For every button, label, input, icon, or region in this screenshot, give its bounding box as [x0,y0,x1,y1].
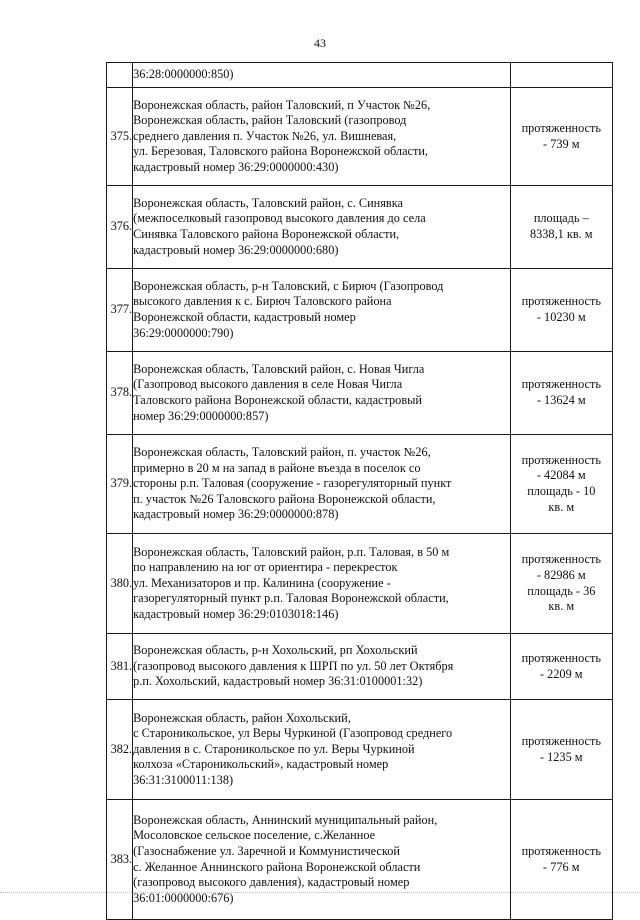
row-size-cell [510,186,612,269]
row-number-cell: 381. [107,634,133,700]
registry-table [106,62,613,920]
table-row [107,352,613,435]
description-line: стороны р.п. Таловая (сооружение - газорегуляторный пункт [133,476,452,491]
description-line: Синявка Таловского района Воронежской области, [133,227,400,241]
row-number-cell: 376. [107,186,133,269]
description-line: Воронежская область, р-н Таловский, с Бирюч (Газопровод [133,278,444,293]
row-size-cell [510,269,612,352]
description-line: колхоза «Староникольский», кадастровый номер [133,757,389,772]
size-line: кв. м [548,599,575,614]
description-line: номер 36:29:0000000:857) [133,408,269,423]
description-line: ул. Березовая, Таловского района Воронежской области, [133,144,429,159]
table-row-continuation [107,63,613,88]
row-size-cell [510,534,612,634]
description-line: среднего давления п. Участок №26, ул. Вишневая, [133,128,397,143]
description-line: Воронежская область, Таловский район, р.п. Таловая, в 50 м [133,544,450,559]
size-line: протяженность [521,377,601,392]
description-line: Воронежская область, Таловский район, п. участок №26, [133,445,431,460]
description-line: (Газоснабжение ул. Заречной и Коммунистической [133,843,400,858]
size-line: площадь - 36 [527,583,596,598]
size-line: площадь - 10 [527,484,596,498]
row-number-cell: 378. [107,352,133,435]
row-description-cell [133,352,510,435]
size-line: протяженность [521,294,601,309]
description-line: кадастровый номер 36:29:0000000:430) [133,159,339,174]
description-line: (Газопровод высокого давления в селе Новая Чигла [133,377,403,392]
page-number: 43 [314,36,326,50]
size-line: - 2209 м [539,666,583,681]
description-line: Воронежской области, кадастровый номер [133,310,356,324]
description-line: Воронежская область, район Хохольский, [133,710,351,725]
description-line: 36:31:3100011:138) [133,772,234,787]
description-line: Мосоловское сельское поселение, с.Желанное [133,828,376,843]
row-size-cell [510,352,612,435]
size-line: - 10230 м [536,310,586,324]
row-description-cell [133,435,510,534]
description-line: давления в с. Староникольское по ул. Веры Чуркиной [133,741,415,756]
size-line: 8338,1 кв. м [529,227,593,241]
description-line: Воронежская область, район Таловский (газопровод [133,113,407,128]
row-number-cell: 382. [107,700,133,800]
row-number-cell: 375. [107,88,133,186]
row-number-cell: 383. [107,800,133,920]
size-line: протяженность [521,120,601,135]
size-line: протяженность [521,843,601,858]
row-description-cell [133,634,510,700]
size-line: - 82986 м [536,567,586,582]
row-size-cell [510,435,612,534]
description-line: Воронежская область, Аннинский муниципальный район, [133,812,438,827]
table-row [107,534,613,634]
row-description-cell [133,186,510,269]
size-line: протяженность [521,452,601,467]
bottom-scan-line [0,892,640,893]
description-line: высокого давления к с. Бирюч Таловского района [133,294,392,309]
row-size-cell [510,63,612,88]
description-line: 36:29:0000000:790) [133,325,234,340]
registry-table-body [107,63,613,920]
description-line: с. Желанное Аннинского района Воронежской области [133,859,421,874]
table-row [107,186,613,269]
row-size-cell [510,700,612,800]
row-description-cell [133,534,510,634]
description-line: кадастровый номер 36:29:0103018:146) [133,606,339,621]
table-row [107,269,613,352]
description-line: (газопровод высокого давления к ШРП по ул. 50 лет Октября [133,658,454,673]
table-row [107,700,613,800]
description-line: 36:01:0000000:676) [133,890,234,905]
description-line: ул. Механизаторов и пр. Калинина (сооружение - [133,575,391,590]
description-line: (газопровод высокого давления), кадастровый номер [133,875,410,890]
size-line: протяженность [521,552,601,567]
size-line: - 13624 м [536,393,586,407]
description-line: Воронежская область, Таловский район, с. Синявка [133,195,403,210]
row-description-cell [133,700,510,800]
description-line: кадастровый номер 36:29:0000000:878) [133,507,339,522]
description-line: кадастровый номер 36:29:0000000:680) [133,242,339,257]
description-line: по направлению на юг от ориентира - перекресток [133,560,398,575]
size-line: - 739 м [543,136,580,151]
description-line: Воронежская область, Таловский район, с. Новая Чигла [133,361,425,376]
description-line: с Староникольское, ул Веры Чуркиной (Газопровод среднего [133,726,453,741]
description-line: Воронежская область, р-н Хохольский, рп Хохольский [133,643,418,658]
row-description-cell [133,88,510,186]
size-line: протяженность [521,650,601,665]
row-size-cell [510,88,612,186]
row-number-cell: 379. [107,435,133,534]
size-line: площадь – [533,211,589,226]
description-line: Воронежская область, район Таловский, п Участок №26, [133,97,431,112]
description-line: (межпоселковый газопровод высокого давления до села [133,211,426,226]
table-row [107,634,613,700]
description-line: примерно в 20 м на запад в районе въезда в поселок со [133,460,421,475]
description-line: Таловского района Воронежской области, кадастровый [133,393,422,407]
size-line: протяженность [521,733,601,748]
table-row [107,435,613,534]
size-line: - 776 м [543,859,580,874]
row-description-cell [133,269,510,352]
row-number-cell [107,63,133,88]
row-number-cell: 377. [107,269,133,352]
description-line: п. участок №26 Таловского района Воронежской области, [133,491,436,506]
size-line: - 1235 м [539,749,583,764]
description-line: газорегуляторный пункт р.п. Таловая Воронежской области, [133,591,449,606]
size-line: кв. м [548,499,575,514]
table-row [107,88,613,186]
description-line: р.п. Хохольский, кадастровый номер 36:31:0100001:32) [133,674,423,689]
size-line: - 42084 м [536,468,586,483]
row-number-cell: 380. [107,534,133,634]
row-size-cell [510,634,612,700]
row-description-cell: 36:28:0000000:850) [133,63,510,88]
